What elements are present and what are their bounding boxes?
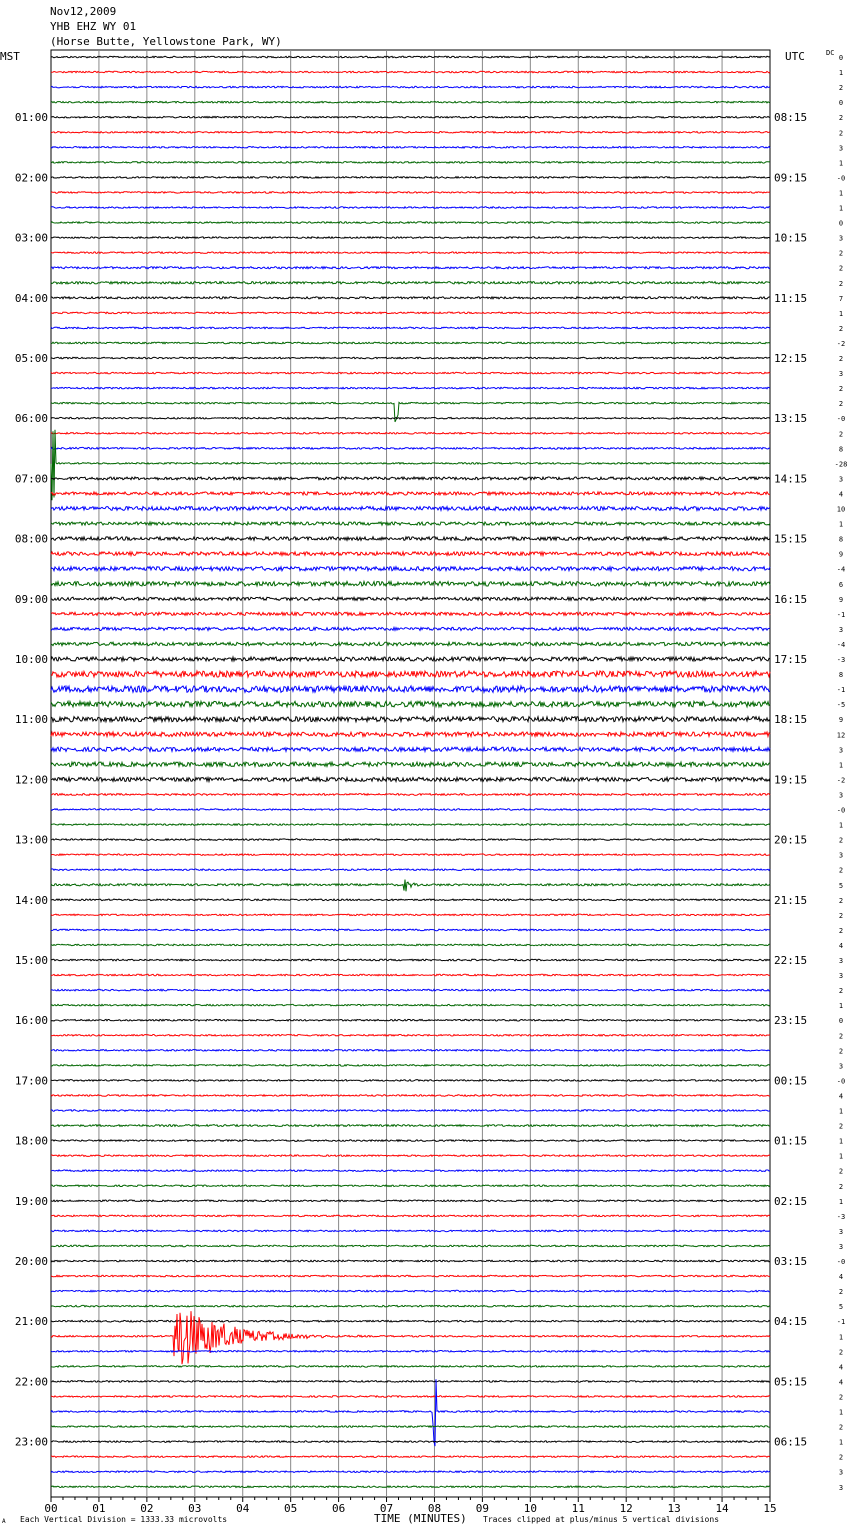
dc-offset-label: -1 xyxy=(836,686,846,695)
left-hour-label: 19:00 xyxy=(14,1194,48,1208)
left-hour-label: 09:00 xyxy=(14,592,48,606)
clip-note: Traces clipped at plus/minus 5 vertical divisions xyxy=(483,1515,720,1524)
dc-offset-label: 5 xyxy=(838,881,844,890)
left-hour-label: 01:00 xyxy=(14,111,48,125)
x-tick-label: 07 xyxy=(379,1502,394,1515)
trace-line xyxy=(51,1095,770,1097)
x-tick-label: 01 xyxy=(92,1502,106,1515)
dc-offset-label: 2 xyxy=(838,84,844,93)
dc-offset-label: 9 xyxy=(838,595,844,604)
trace-line xyxy=(51,312,770,314)
dc-offset-label: 3 xyxy=(838,234,844,243)
right-hour-label: 08:15 xyxy=(774,111,808,125)
dc-offset-label: 2 xyxy=(838,911,844,920)
trace-line xyxy=(51,880,770,892)
trace-line xyxy=(51,342,770,344)
dc-offset-label: 2 xyxy=(838,1393,844,1402)
dc-offset-label: 4 xyxy=(838,941,844,950)
dc-offset-label: 3 xyxy=(838,746,844,755)
trace-line xyxy=(51,747,770,751)
right-hour-label: 14:15 xyxy=(774,472,808,486)
right-hour-label: 16:15 xyxy=(774,592,808,606)
dc-offset-label: 1 xyxy=(838,821,844,830)
right-hour-label: 12:15 xyxy=(774,352,808,365)
right-hour-label: 13:15 xyxy=(774,412,808,426)
trace-line xyxy=(51,417,770,419)
trace-line xyxy=(51,642,770,646)
trace-line xyxy=(51,974,770,976)
trace-line xyxy=(51,612,770,615)
trace-line xyxy=(51,1290,770,1292)
dc-offset-label: 10 xyxy=(836,505,846,514)
dc-offset-label: 1 xyxy=(838,1107,844,1116)
dc-offset-label: 3 xyxy=(838,791,844,800)
trace-line xyxy=(51,1155,770,1157)
trace-line xyxy=(51,1426,770,1428)
trace-line xyxy=(51,989,770,991)
x-tick-label: 15 xyxy=(763,1502,777,1515)
trace-line xyxy=(51,387,770,389)
left-hour-label: 15:00 xyxy=(14,954,48,967)
x-tick-label: 05 xyxy=(284,1502,298,1515)
left-hour-label: 12:00 xyxy=(14,773,48,787)
trace-line xyxy=(51,252,770,254)
trace-line xyxy=(51,777,770,781)
trace-line xyxy=(51,1311,770,1364)
dc-offset-label: 3 xyxy=(838,625,844,634)
x-tick-label: 04 xyxy=(236,1502,250,1515)
trace-line xyxy=(51,899,770,901)
trace-line xyxy=(51,762,770,767)
left-hour-label: 06:00 xyxy=(14,412,48,426)
left-hour-label: 22:00 xyxy=(14,1375,48,1389)
x-tick-label: 08 xyxy=(427,1502,442,1515)
trace-line xyxy=(51,162,770,164)
right-hour-label: 00:15 xyxy=(774,1074,808,1088)
left-hour-label: 10:00 xyxy=(14,653,48,666)
dc-offset-label: 2 xyxy=(838,1047,844,1056)
scale-note: Each Vertical Division = 1333.33 microvolts xyxy=(20,1515,228,1524)
dc-offset-label: 2 xyxy=(838,987,844,996)
x-tick-label: 06 xyxy=(331,1502,346,1515)
right-hour-label: 19:15 xyxy=(774,773,808,787)
trace-line xyxy=(51,1230,770,1232)
dc-offset-label: 2 xyxy=(838,1453,844,1462)
dc-offset-label: 2 xyxy=(838,836,844,845)
dc-offset-label: 1 xyxy=(838,1002,844,1011)
dc-offset-label: -0 xyxy=(836,806,846,815)
left-hour-label: 16:00 xyxy=(14,1014,48,1028)
trace-line xyxy=(51,1140,770,1142)
dc-offset-label: 8 xyxy=(838,535,844,544)
trace-line xyxy=(51,86,770,88)
trace-line xyxy=(51,1456,770,1458)
trace-line xyxy=(51,433,770,435)
trace-line xyxy=(51,1471,770,1473)
dc-offset-label: 1 xyxy=(838,1152,844,1161)
x-tick-label: 10 xyxy=(523,1502,537,1515)
x-tick-label: 03 xyxy=(188,1502,202,1515)
trace-line xyxy=(51,237,770,239)
dc-offset-label: 3 xyxy=(838,1227,844,1236)
trace-line xyxy=(51,1379,770,1446)
right-hour-label: 04:15 xyxy=(774,1315,808,1329)
x-tick-label: 12 xyxy=(619,1502,633,1515)
trace-line xyxy=(51,671,770,677)
trace-line xyxy=(51,297,770,299)
dc-header-label: DC xyxy=(826,49,835,57)
trace-line xyxy=(51,944,770,946)
corner-mark: A xyxy=(2,1518,6,1525)
dc-offset-label: -0 xyxy=(836,1258,846,1266)
trace-line xyxy=(51,1366,770,1368)
trace-line xyxy=(51,1125,770,1127)
trace-line xyxy=(51,1260,770,1262)
trace-line xyxy=(51,1351,770,1353)
dc-offset-label: -4 xyxy=(836,640,846,649)
dc-offset-label: 2 xyxy=(838,249,844,258)
dc-offset-label: 2 xyxy=(838,1122,844,1131)
dc-offset-label: 2 xyxy=(838,400,844,409)
trace-line xyxy=(51,282,770,284)
trace-line xyxy=(51,507,770,511)
dc-offset-label: 2 xyxy=(838,896,844,905)
trace-line xyxy=(51,582,770,587)
dc-offset-label: 8 xyxy=(838,445,844,454)
dc-offset-label: -0 xyxy=(836,415,846,424)
trace-line xyxy=(51,1035,770,1037)
x-tick-label: 11 xyxy=(571,1502,585,1515)
trace-line xyxy=(51,357,770,359)
left-timezone-label: MST xyxy=(0,50,20,63)
trace-line xyxy=(51,701,770,707)
trace-line xyxy=(51,869,770,871)
dc-offset-label: 2 xyxy=(838,385,844,394)
left-hour-label: 17:00 xyxy=(14,1074,48,1088)
trace-line xyxy=(51,627,770,630)
dc-offset-label: -0 xyxy=(836,1077,846,1086)
trace-line xyxy=(51,267,770,269)
trace-line xyxy=(51,794,770,796)
right-hour-label: 09:15 xyxy=(774,171,808,185)
dc-offset-label: 9 xyxy=(838,716,844,725)
dc-offset-label: 2 xyxy=(838,1423,844,1432)
trace-line xyxy=(51,1170,770,1172)
trace-line xyxy=(51,1305,770,1307)
dc-offset-label: -3 xyxy=(836,1212,846,1221)
x-tick-label: 09 xyxy=(475,1502,490,1515)
trace-line xyxy=(51,1245,770,1247)
dc-offset-label: -2 xyxy=(836,339,846,348)
dc-offset-label: 2 xyxy=(838,355,844,363)
trace-line xyxy=(51,222,770,224)
right-hour-label: 01:15 xyxy=(774,1134,808,1148)
trace-line xyxy=(51,1004,770,1006)
dc-offset-label: 3 xyxy=(838,851,844,860)
dc-offset-label: 2 xyxy=(838,866,844,875)
dc-offset-label: 3 xyxy=(838,1468,844,1477)
dc-offset-label: 4 xyxy=(838,1363,844,1372)
left-hour-label: 02:00 xyxy=(14,171,48,185)
right-hour-label: 02:15 xyxy=(774,1194,808,1208)
dc-offset-label: 6 xyxy=(838,580,844,589)
trace-line xyxy=(51,56,770,58)
trace-line xyxy=(51,492,770,495)
left-hour-label: 05:00 xyxy=(14,352,48,365)
right-hour-label: 15:15 xyxy=(774,532,808,546)
right-hour-label: 20:15 xyxy=(774,833,808,847)
dc-offset-label: 4 xyxy=(838,1092,844,1101)
dc-offset-label: 2 xyxy=(838,129,844,138)
dc-offset-label: 2 xyxy=(838,430,844,439)
trace-line xyxy=(51,372,770,374)
trace-line xyxy=(51,552,770,556)
dc-offset-label: 3 xyxy=(838,144,844,153)
dc-offset-label: 1 xyxy=(838,309,844,318)
right-hour-label: 05:15 xyxy=(774,1375,808,1389)
trace-line xyxy=(51,1019,770,1021)
trace-line xyxy=(51,207,770,209)
dc-offset-label: -1 xyxy=(836,610,846,619)
dc-offset-label: 0 xyxy=(838,99,844,108)
dc-offset-label: -3 xyxy=(836,656,846,664)
dc-offset-label: 1 xyxy=(838,1438,844,1447)
dc-offset-label: 4 xyxy=(838,490,844,499)
dc-offset-label: 9 xyxy=(838,550,844,559)
dc-offset-label: 4 xyxy=(838,1273,844,1282)
trace-line xyxy=(51,1200,770,1202)
trace-line xyxy=(51,327,770,329)
dc-offset-label: 3 xyxy=(838,1242,844,1251)
trace-line xyxy=(51,686,770,692)
axis-labels xyxy=(0,49,847,1515)
dc-offset-label: -5 xyxy=(836,701,846,710)
x-tick-label: 13 xyxy=(667,1502,681,1515)
dc-offset-label: 3 xyxy=(838,957,844,965)
dc-offset-label: -2 xyxy=(836,776,846,785)
left-hour-label: 20:00 xyxy=(14,1255,48,1268)
dc-offset-label: 2 xyxy=(838,1167,844,1176)
trace-line xyxy=(51,522,770,525)
right-hour-label: 17:15 xyxy=(774,653,808,666)
x-axis-title: TIME (MINUTES) xyxy=(374,1512,467,1525)
dc-offset-label: 2 xyxy=(838,114,844,123)
dc-offset-label: 2 xyxy=(838,1348,844,1357)
dc-offset-label: 1 xyxy=(838,189,844,198)
right-hour-label: 10:15 xyxy=(774,231,808,245)
left-hour-label: 23:00 xyxy=(14,1435,48,1449)
trace-line xyxy=(51,959,770,961)
dc-offset-label: 2 xyxy=(838,279,844,288)
dc-offset-label: 2 xyxy=(838,1182,844,1191)
right-hour-label: 23:15 xyxy=(774,1014,808,1028)
trace-line xyxy=(51,132,770,134)
trace-line xyxy=(51,914,770,916)
trace-line xyxy=(51,147,770,149)
dc-offset-label: 2 xyxy=(838,1288,844,1297)
right-timezone-label: UTC xyxy=(785,50,805,63)
trace-line xyxy=(51,809,770,811)
dc-offset-label: 3 xyxy=(838,972,844,981)
left-hour-label: 14:00 xyxy=(14,893,48,907)
left-hour-label: 03:00 xyxy=(14,231,48,245)
dc-offset-label: 3 xyxy=(838,370,844,379)
dc-offset-label: 1 xyxy=(838,159,844,168)
trace-line xyxy=(51,537,770,541)
dc-offset-label: 3 xyxy=(838,1483,844,1492)
dc-offset-label: 7 xyxy=(838,294,844,303)
dc-offset-label: -1 xyxy=(836,1318,846,1327)
trace-line xyxy=(51,1275,770,1277)
dc-offset-label: 1 xyxy=(838,69,844,78)
trace-line xyxy=(51,1381,770,1383)
trace-line xyxy=(51,71,770,73)
dc-offset-label: 1 xyxy=(838,520,844,529)
trace-line xyxy=(51,929,770,931)
left-hour-label: 13:00 xyxy=(14,833,48,847)
trace-line xyxy=(51,717,770,722)
right-hour-label: 11:15 xyxy=(774,291,808,305)
dc-offset-label: -28 xyxy=(834,460,848,469)
trace-line xyxy=(51,1080,770,1082)
right-hour-label: 22:15 xyxy=(774,954,808,967)
dc-offset-label: 2 xyxy=(838,926,844,935)
date-label: Nov12,2009 xyxy=(50,5,117,18)
dc-offset-label: 1 xyxy=(838,1137,844,1146)
dc-offset-label: 2 xyxy=(838,324,844,333)
dc-offset-label: 1 xyxy=(838,1333,844,1342)
dc-offset-label: 2 xyxy=(838,264,844,273)
dc-offset-label: 12 xyxy=(836,731,846,740)
left-hour-label: 07:00 xyxy=(14,472,48,486)
dc-offset-label: 0 xyxy=(838,1017,844,1026)
dc-offset-label: 4 xyxy=(838,1378,844,1387)
dc-offset-label: 1 xyxy=(838,1408,844,1417)
dc-offset-label: 3 xyxy=(838,475,844,484)
dc-offset-label: 0 xyxy=(838,219,844,228)
right-hour-label: 03:15 xyxy=(774,1255,808,1268)
dc-offset-label: 3 xyxy=(838,1062,844,1071)
trace-line xyxy=(51,447,770,449)
trace-line xyxy=(51,1065,770,1067)
left-hour-label: 04:00 xyxy=(14,291,48,305)
trace-line xyxy=(51,1050,770,1052)
trace-line xyxy=(51,1486,770,1488)
right-hour-label: 21:15 xyxy=(774,893,808,907)
dc-offset-label: 0 xyxy=(838,54,844,62)
dc-offset-label: -4 xyxy=(836,565,846,574)
trace-line xyxy=(51,101,770,103)
trace-line xyxy=(51,192,770,194)
dc-offset-label: -0 xyxy=(836,174,846,183)
trace-line xyxy=(51,477,770,480)
trace-line xyxy=(51,824,770,826)
x-tick-label: 14 xyxy=(715,1502,729,1515)
trace-line xyxy=(51,116,770,118)
trace-line xyxy=(51,1110,770,1112)
dc-offset-label: 1 xyxy=(838,204,844,213)
trace-line xyxy=(51,839,770,841)
trace-line xyxy=(51,854,770,856)
left-hour-label: 18:00 xyxy=(14,1134,48,1148)
trace-line xyxy=(51,1215,770,1217)
dc-offset-label: 5 xyxy=(838,1303,844,1312)
station-label: YHB EHZ WY 01 xyxy=(50,20,137,33)
dc-offset-label: 1 xyxy=(838,761,844,770)
right-hour-label: 06:15 xyxy=(774,1435,808,1449)
trace-line xyxy=(51,1396,770,1398)
traces xyxy=(51,56,770,1487)
trace-line xyxy=(51,1320,770,1322)
left-hour-label: 08:00 xyxy=(14,532,48,546)
trace-line xyxy=(51,177,770,179)
trace-line xyxy=(51,567,770,571)
right-hour-label: 18:15 xyxy=(774,713,808,727)
dc-offset-label: 8 xyxy=(838,671,844,680)
trace-line xyxy=(51,657,770,661)
x-tick-label: 00 xyxy=(44,1502,58,1515)
trace-line xyxy=(51,430,770,500)
x-tick-label: 02 xyxy=(140,1502,154,1515)
dc-offset-label: 2 xyxy=(838,1032,844,1041)
trace-line xyxy=(51,1185,770,1187)
left-hour-label: 11:00 xyxy=(14,713,48,727)
trace-line xyxy=(51,732,770,737)
dc-offset-label: 1 xyxy=(838,1197,844,1206)
trace-line xyxy=(51,1441,770,1443)
trace-line xyxy=(51,597,770,600)
left-hour-label: 21:00 xyxy=(14,1315,48,1329)
location-label: (Horse Butte, Yellowstone Park, WY) xyxy=(50,35,282,48)
